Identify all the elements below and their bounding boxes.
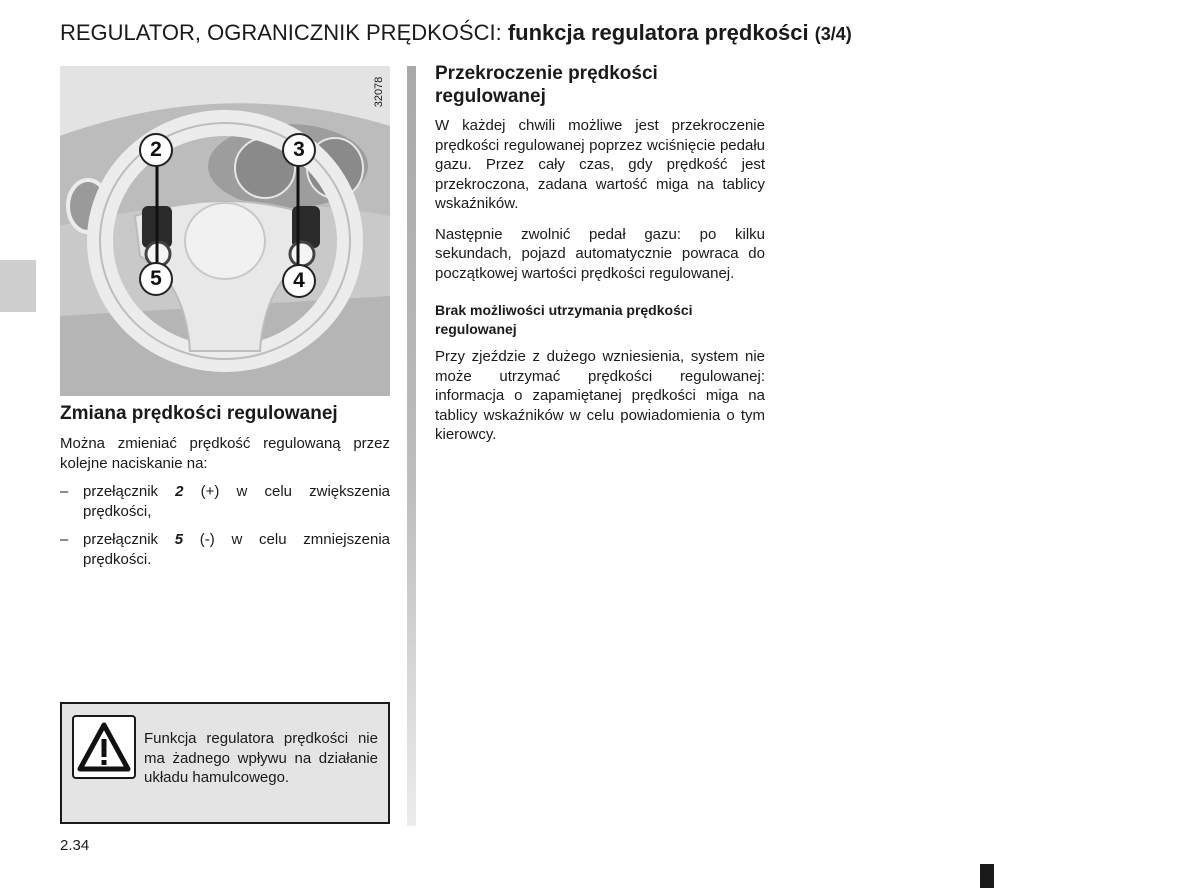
left-column	[60, 402, 390, 578]
chapter-tab	[0, 260, 36, 312]
title-main: REGULATOR, OGRANICZNIK PRĘDKOŚCI:	[60, 20, 502, 45]
list-item: – przełącznik 2 (+) w celu zwiększenia prędkości,	[60, 483, 391, 520]
title-part: (3/4)	[814, 24, 852, 44]
speed-change-list	[60, 482, 390, 569]
speed-hold-paragraph: Przy zjeździe z dużego wzniesienia, system nie może utrzymać prędkości regulowanej: informacja o zapamiętanej prędkości miga na tablicy wskaźników w celu powiadomienia o tym kierowcy.	[435, 348, 765, 443]
speed-exceed-paragraph-1: W każdej chwili możliwe jest przekroczenie prędkości regulowanej poprzez wciśnięcie pedału gazu. Przez cały czas, gdy prędkość jest przekroczona, zadana wartość miga na tablicy wskaźników.	[435, 117, 765, 212]
subheading-speed-hold: Brak możliwości utrzymania prędkości regulowanej	[435, 302, 693, 337]
warning-triangle-icon	[72, 715, 136, 779]
speed-change-intro: Można zmieniać prędkość regulowaną przez kolejne naciskanie na:	[60, 435, 390, 472]
warning-text: Funkcja regulatora prędkości nie ma żadnego wpływu na działanie układu hamulcowego.	[144, 730, 378, 786]
title-sub: funkcja regulatora prędkości	[507, 20, 809, 45]
callout-4: 4	[282, 264, 316, 298]
page-number: 2.34	[60, 837, 90, 854]
callout-5: 5	[139, 262, 173, 296]
figure-reference-number: 32078	[373, 76, 385, 108]
section-heading-speed-exceed: Przekroczenie prędkości regulowanej	[435, 63, 658, 107]
callout-2: 2	[139, 133, 173, 167]
warning-box	[60, 702, 390, 824]
section-heading-speed-change: Zmiana prędkości regulowanej	[60, 403, 338, 424]
speed-exceed-paragraph-2: Następnie zwolnić pedał gazu: po kilku sekundach, pojazd automatycznie powraca do początkowej wartości prędkości regulowanej.	[435, 225, 765, 282]
steering-wheel-illustration	[60, 66, 390, 396]
page-title	[60, 18, 1160, 49]
steering-wheel-figure	[60, 66, 390, 396]
column-divider	[407, 66, 416, 826]
callout-3: 3	[282, 133, 316, 167]
list-item: – przełącznik 5 (-) w celu zmniejszenia prędkości.	[60, 531, 390, 568]
page-corner-mark	[980, 864, 994, 888]
right-column	[435, 62, 765, 445]
